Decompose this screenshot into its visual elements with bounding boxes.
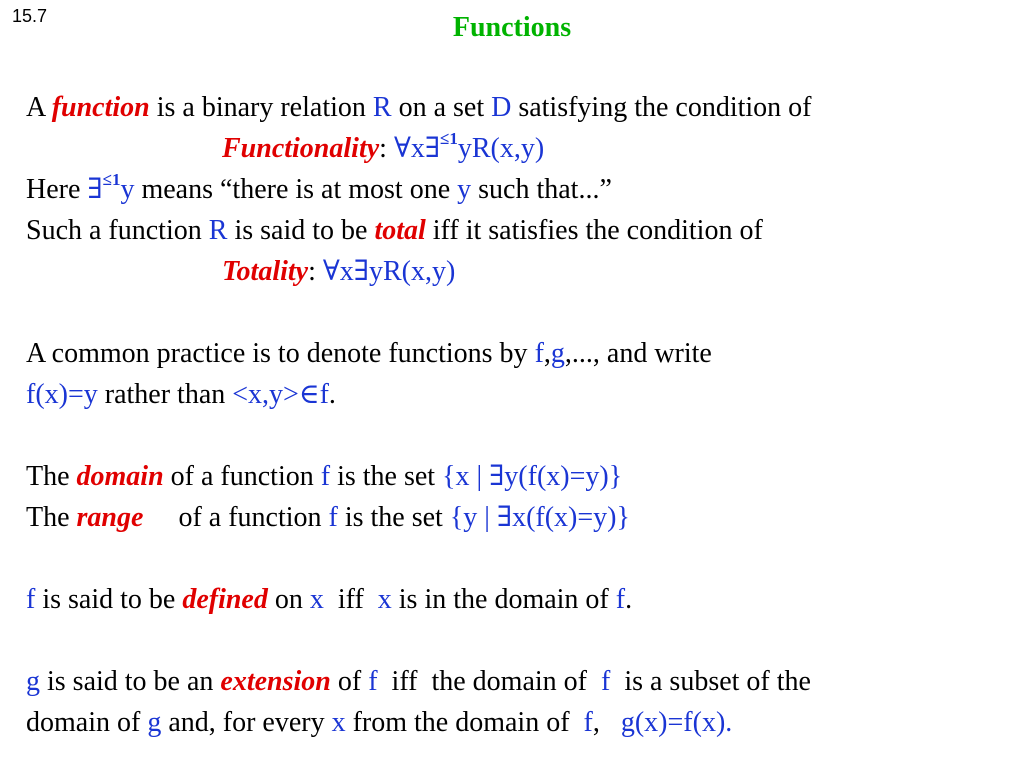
function-definition-line [26,92,812,124]
text: and, for every [161,707,332,738]
text: Here [26,174,88,205]
text: : [308,256,323,287]
extension-continuation-line [26,707,732,739]
symbol: f [583,707,593,738]
text: is said to be [35,584,183,615]
term-range: range [76,502,144,533]
symbol: f [601,666,611,697]
here-explanation-line [26,169,612,206]
text: such that...” [471,174,612,205]
formula: <x,y>∈f [232,379,329,410]
text: is a binary relation [149,92,373,123]
text: ,..., and write [564,338,712,369]
text: domain of [26,707,148,738]
formula: {x | ∃y(f(x)=y)} [442,461,623,492]
text: of [330,666,369,697]
term-total: total [374,215,426,246]
term-domain: domain [76,461,164,492]
text: . [328,379,336,410]
text: iff [323,584,378,615]
text: satisfying the condition of [511,92,812,123]
formula: ∀x∃yR(x,y) [322,256,456,287]
symbol: g [550,338,565,369]
symbol: R [372,92,392,123]
text: The [26,461,77,492]
notation-line [26,379,336,411]
text: , [592,707,621,738]
text: is the set [337,502,450,533]
domain-definition-line [26,461,622,493]
symbol: y [457,174,472,205]
symbol: f [615,584,626,615]
symbol: f [534,338,544,369]
term-extension: extension [220,666,331,697]
totality-formula-line [222,256,455,288]
formula: {y | ∃x(f(x)=y)} [449,502,630,533]
text: rather than [97,379,233,410]
text: is a subset of the [610,666,811,697]
term-totality: Totality [222,256,309,287]
text: of a function [143,502,329,533]
formula: ∀x∃ [393,133,441,164]
text: iff it satisfies the condition of [425,215,763,246]
text: . [625,584,633,615]
text: of a function [163,461,321,492]
text: is in the domain of [391,584,616,615]
extension-definition-line [26,666,811,698]
symbol: f [320,461,331,492]
symbol: D [491,92,512,123]
defined-definition-line [26,584,632,616]
text: is said to be an [40,666,221,697]
symbol: g [26,666,40,697]
slide-title: Functions [452,12,572,43]
formula: g(x)=f(x). [620,707,733,738]
formula: yR(x,y) [457,133,545,164]
symbol: x [377,584,392,615]
text: A [26,92,52,123]
text: Such a function [26,215,209,246]
symbol: y [120,174,135,205]
formula: f(x)=y [26,379,98,410]
common-practice-line [26,338,712,370]
text: means “there is at most one [134,174,458,205]
slide-number: 15.7 [12,6,48,26]
text: iff the domain of [377,666,601,697]
superscript: ≤1 [440,128,458,148]
text: The [26,502,77,533]
functionality-formula-line [222,128,545,165]
range-definition-line [26,502,630,534]
superscript: ≤1 [102,169,121,189]
term-function: function [51,92,150,123]
symbol: ∃ [87,174,103,205]
text: , [543,338,551,369]
text: A common practice is to denote functions by [26,338,535,369]
text: on a set [391,92,492,123]
symbol: x [309,584,324,615]
term-defined: defined [182,584,268,615]
term-functionality: Functionality [222,133,380,164]
symbol: f [26,584,36,615]
text: is the set [330,461,443,492]
symbol: g [147,707,162,738]
text: from the domain of [345,707,584,738]
symbol: R [208,215,228,246]
text: on [267,584,310,615]
symbol: f [328,502,338,533]
symbol: f [368,666,378,697]
text: is said to be [227,215,375,246]
symbol: x [331,707,346,738]
text: : [379,133,394,164]
total-definition-line [26,215,763,247]
